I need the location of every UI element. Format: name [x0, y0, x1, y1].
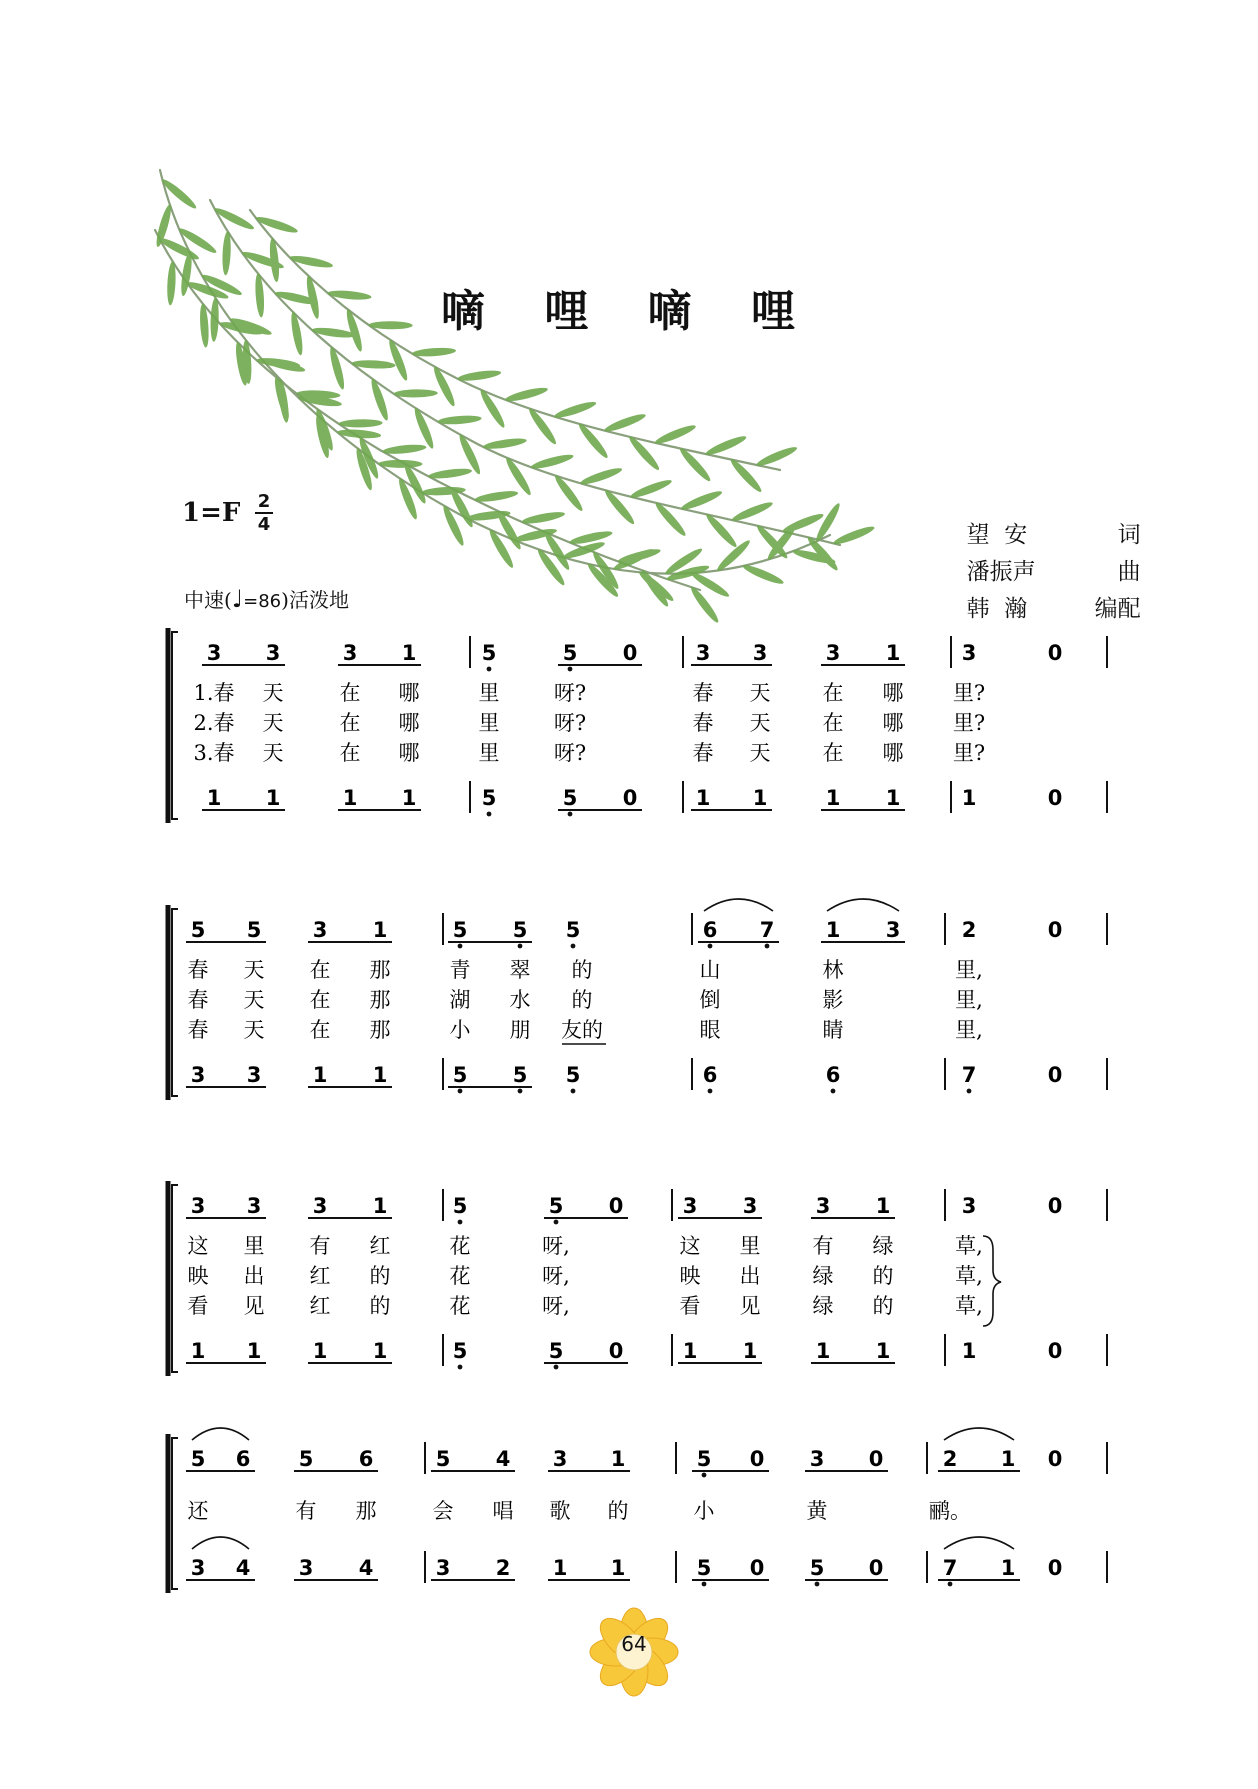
harmony-note: 3	[190, 1556, 206, 1580]
melody-note: 3	[809, 1447, 825, 1471]
verse-repeat-brace	[983, 1236, 1001, 1326]
melody-note: 0	[1047, 1194, 1063, 1218]
lyric-syllable: 1.春	[193, 681, 235, 705]
low-octave-dot	[458, 1089, 463, 1094]
lyric-syllable: 天	[243, 958, 265, 982]
harmony-note: 1	[610, 1556, 626, 1580]
harmony-note: 1	[961, 1339, 977, 1363]
lyric-syllable: 在	[339, 681, 361, 705]
melody-note: 3	[742, 1194, 758, 1218]
harmony-note: 1	[190, 1339, 206, 1363]
harmony-note: 1	[695, 786, 711, 810]
melody-note: 4	[495, 1447, 511, 1471]
harmony-note: 5	[512, 1063, 528, 1087]
harmony-note: 1	[1000, 1556, 1016, 1580]
lyric-syllable: 里?	[952, 711, 986, 735]
harmony-note: 2	[495, 1556, 511, 1580]
melody-note: 3	[342, 641, 358, 665]
lyric-syllable: 小	[449, 1018, 471, 1042]
harmony-note: 1	[312, 1063, 328, 1087]
melody-note: 1	[885, 641, 901, 665]
lyric-syllable: 的	[607, 1499, 629, 1523]
lyric-syllable: 呀,	[542, 1264, 570, 1288]
lyric-syllable: 出	[243, 1264, 265, 1288]
harmony-note: 4	[235, 1556, 251, 1580]
lyric-syllable: 哪	[882, 711, 904, 735]
harmony-note: 7	[961, 1063, 977, 1087]
lyric-syllable: 唱	[492, 1499, 514, 1523]
melody-note: 5	[562, 641, 578, 665]
harmony-note: 0	[1047, 1063, 1063, 1087]
harmony-note: 1	[552, 1556, 568, 1580]
harmony-note: 1	[742, 1339, 758, 1363]
harmony-note: 1	[265, 786, 281, 810]
lyric-syllable: 那	[369, 958, 391, 982]
melody-note: 0	[868, 1447, 884, 1471]
lyric-syllable: 的	[872, 1264, 894, 1288]
lyric-syllable: 里,	[955, 988, 983, 1012]
harmony-note: 5	[696, 1556, 712, 1580]
lyric-syllable: 绿	[872, 1234, 894, 1258]
harmony-note: 4	[358, 1556, 374, 1580]
lyric-syllable: 哪	[398, 681, 420, 705]
melody-note: 3	[961, 641, 977, 665]
melody-note: 1	[372, 1194, 388, 1218]
melody-note: 5	[696, 1447, 712, 1471]
lyric-syllable: 在	[339, 741, 361, 765]
slur-arc	[944, 1428, 1014, 1440]
lyric-syllable: 春	[692, 741, 714, 765]
melody-note: 3	[682, 1194, 698, 1218]
melody-note: 5	[512, 918, 528, 942]
melody-note: 3	[206, 641, 222, 665]
lyric-syllable: 这	[187, 1234, 209, 1258]
lyric-syllable: 在	[309, 1018, 331, 1042]
lyric-syllable: 歌	[549, 1499, 571, 1523]
lyric-syllable: 里?	[952, 681, 986, 705]
lyric-syllable: 山	[699, 958, 721, 982]
lyric-syllable: 那	[369, 988, 391, 1012]
melody-note: 5	[565, 918, 581, 942]
melody-note: 5	[548, 1194, 564, 1218]
low-octave-dot	[702, 1473, 707, 1478]
melody-note: 0	[622, 641, 638, 665]
melody-note: 5	[298, 1447, 314, 1471]
melody-note: 3	[815, 1194, 831, 1218]
melody-note: 5	[246, 918, 262, 942]
time-signature-top: 2	[257, 491, 271, 512]
lyric-syllable: 见	[739, 1294, 761, 1318]
lyric-syllable: 里	[478, 681, 500, 705]
harmony-note: 5	[452, 1339, 468, 1363]
credit-role: 编配	[1094, 596, 1141, 622]
lyric-syllable: 哪	[882, 741, 904, 765]
harmony-note: 5	[481, 786, 497, 810]
lyric-syllable: 友的	[561, 1018, 603, 1042]
slur-arc	[704, 899, 773, 911]
low-octave-dot	[458, 944, 463, 949]
lyric-syllable: 的	[369, 1294, 391, 1318]
tempo-suffix: )活泼地	[281, 588, 349, 612]
lyric-syllable: 水	[509, 988, 531, 1012]
slur-arc	[192, 1428, 249, 1440]
harmony-note: 1	[875, 1339, 891, 1363]
low-octave-dot	[765, 944, 770, 949]
lyric-syllable: 那	[355, 1499, 377, 1523]
harmony-note: 1	[372, 1339, 388, 1363]
lyric-syllable: 呀,	[542, 1294, 570, 1318]
lyric-syllable: 有	[812, 1234, 834, 1258]
harmony-note: 0	[868, 1556, 884, 1580]
harmony-note: 1	[682, 1339, 698, 1363]
harmony-note: 1	[372, 1063, 388, 1087]
melody-note: 0	[1047, 641, 1063, 665]
melody-note: 3	[246, 1194, 262, 1218]
low-octave-dot	[568, 812, 573, 817]
melody-note: 2	[961, 918, 977, 942]
harmony-note: 1	[246, 1339, 262, 1363]
lyric-syllable: 看	[679, 1294, 701, 1318]
lyric-syllable: 花	[449, 1234, 471, 1258]
low-octave-dot	[571, 1089, 576, 1094]
tempo-bpm: =86	[243, 591, 282, 612]
harmony-note: 5	[562, 786, 578, 810]
low-octave-dot	[831, 1089, 836, 1094]
credit-name: 望 安	[966, 522, 1028, 548]
melody-note: 3	[312, 918, 328, 942]
harmony-note: 1	[206, 786, 222, 810]
melody-note: 6	[702, 918, 718, 942]
melody-note: 0	[749, 1447, 765, 1471]
lyric-syllable: 呀?	[553, 681, 587, 705]
lyric-syllable: 里	[478, 741, 500, 765]
melody-note: 5	[481, 641, 497, 665]
low-octave-dot	[948, 1582, 953, 1587]
harmony-note: 1	[312, 1339, 328, 1363]
harmony-note: 3	[190, 1063, 206, 1087]
lyric-syllable: 天	[262, 711, 284, 735]
lyric-syllable: 呀?	[553, 711, 587, 735]
melody-note: 1	[372, 918, 388, 942]
low-octave-dot	[554, 1220, 559, 1225]
lyric-syllable: 会	[432, 1499, 454, 1523]
harmony-note: 3	[298, 1556, 314, 1580]
lyric-syllable: 小	[693, 1499, 715, 1523]
lyric-syllable: 绿	[812, 1294, 834, 1318]
song-title: 嘀 哩 嘀 哩	[441, 286, 817, 337]
lyric-syllable: 鹂。	[929, 1499, 971, 1523]
lyric-syllable: 哪	[398, 741, 420, 765]
lyric-syllable: 天	[749, 681, 771, 705]
lyric-syllable: 影	[822, 988, 844, 1012]
low-octave-dot	[967, 1089, 972, 1094]
credit-name: 潘振声	[966, 559, 1036, 585]
melody-note: 3	[552, 1447, 568, 1471]
melody-note: 0	[608, 1194, 624, 1218]
harmony-note: 6	[702, 1063, 718, 1087]
harmony-note: 3	[246, 1063, 262, 1087]
harmony-note: 0	[749, 1556, 765, 1580]
harmony-note: 0	[1047, 1556, 1063, 1580]
lyric-syllable: 的	[571, 988, 593, 1012]
lyric-syllable: 倒	[699, 988, 721, 1012]
lyric-syllable: 映	[187, 1264, 209, 1288]
melody-note: 3	[695, 641, 711, 665]
melody-note: 3	[265, 641, 281, 665]
lyric-syllable: 天	[749, 711, 771, 735]
lyric-syllable: 那	[369, 1018, 391, 1042]
harmony-note: 5	[548, 1339, 564, 1363]
lyric-syllable: 里,	[955, 958, 983, 982]
credit-role: 词	[1117, 522, 1141, 548]
melody-note: 5	[190, 1447, 206, 1471]
melody-note: 2	[942, 1447, 958, 1471]
quarter-note-icon: ♩	[231, 585, 244, 613]
harmony-note: 0	[608, 1339, 624, 1363]
lyric-syllable: 里	[739, 1234, 761, 1258]
lyric-syllable: 3.春	[193, 741, 235, 765]
lyric-syllable: 在	[309, 988, 331, 1012]
low-octave-dot	[518, 944, 523, 949]
lyric-syllable: 天	[749, 741, 771, 765]
harmony-note: 5	[452, 1063, 468, 1087]
lyric-syllable: 睛	[822, 1018, 844, 1042]
lyric-syllable: 天	[262, 741, 284, 765]
harmony-note: 1	[961, 786, 977, 810]
lyric-syllable: 草,	[955, 1234, 983, 1258]
lyric-syllable: 出	[739, 1264, 761, 1288]
lyric-syllable: 里	[478, 711, 500, 735]
melody-note: 1	[610, 1447, 626, 1471]
harmony-note: 7	[942, 1556, 958, 1580]
lyric-syllable: 的	[872, 1294, 894, 1318]
harmony-note: 3	[435, 1556, 451, 1580]
lyric-syllable: 春	[187, 988, 209, 1012]
lyric-syllable: 呀,	[542, 1234, 570, 1258]
lyric-syllable: 草,	[955, 1294, 983, 1318]
lyric-syllable: 春	[692, 681, 714, 705]
lyric-syllable: 绿	[812, 1264, 834, 1288]
lyric-syllable: 2.春	[193, 711, 235, 735]
lyric-syllable: 翠	[509, 958, 531, 982]
lyric-syllable: 还	[187, 1499, 209, 1523]
lyric-syllable: 红	[369, 1234, 391, 1258]
lyric-syllable: 湖	[449, 988, 471, 1012]
slur-arc	[827, 899, 899, 911]
credit-name: 韩 瀚	[966, 596, 1028, 622]
harmony-note: 1	[825, 786, 841, 810]
slur-arc	[944, 1537, 1014, 1549]
harmony-note: 5	[565, 1063, 581, 1087]
lyric-syllable: 有	[295, 1499, 317, 1523]
harmony-note: 5	[809, 1556, 825, 1580]
low-octave-dot	[554, 1365, 559, 1370]
melody-note: 1	[825, 918, 841, 942]
lyric-syllable: 在	[822, 741, 844, 765]
melody-note: 3	[312, 1194, 328, 1218]
lyric-syllable: 天	[243, 1018, 265, 1042]
lyric-syllable: 哪	[882, 681, 904, 705]
lyric-syllable: 在	[309, 958, 331, 982]
lyric-syllable: 红	[309, 1294, 331, 1318]
lyric-syllable: 有	[309, 1234, 331, 1258]
melody-note: 6	[235, 1447, 251, 1471]
melody-note: 1	[875, 1194, 891, 1218]
system-bracket	[172, 1438, 178, 1589]
lyric-syllable: 朋	[509, 1018, 531, 1042]
time-signature-bottom: 4	[257, 514, 271, 535]
melody-note: 1	[1000, 1447, 1016, 1471]
melody-note: 3	[752, 641, 768, 665]
melody-note: 5	[190, 918, 206, 942]
melody-note: 0	[1047, 918, 1063, 942]
harmony-note: 1	[342, 786, 358, 810]
low-octave-dot	[487, 812, 492, 817]
melody-note: 3	[825, 641, 841, 665]
lyric-syllable: 里?	[952, 741, 986, 765]
low-octave-dot	[702, 1582, 707, 1587]
harmony-note: 1	[752, 786, 768, 810]
low-octave-dot	[458, 1220, 463, 1225]
melody-note: 0	[1047, 1447, 1063, 1471]
harmony-note: 6	[825, 1063, 841, 1087]
credit-role: 曲	[1117, 559, 1141, 585]
lyric-syllable: 在	[822, 681, 844, 705]
harmony-note: 1	[815, 1339, 831, 1363]
low-octave-dot	[571, 944, 576, 949]
melody-note: 3	[190, 1194, 206, 1218]
lyric-syllable: 草,	[955, 1264, 983, 1288]
lyric-syllable: 天	[262, 681, 284, 705]
melody-note: 5	[452, 918, 468, 942]
lyric-syllable: 哪	[398, 711, 420, 735]
harmony-note: 1	[401, 786, 417, 810]
lyric-syllable: 在	[339, 711, 361, 735]
lyric-syllable: 红	[309, 1264, 331, 1288]
lyric-syllable: 看	[187, 1294, 209, 1318]
lyric-syllable: 这	[679, 1234, 701, 1258]
page-number: 64	[621, 1632, 647, 1656]
harmony-note: 1	[885, 786, 901, 810]
melody-note: 1	[401, 641, 417, 665]
system-bracket	[172, 1185, 178, 1372]
harmony-note: 0	[622, 786, 638, 810]
low-octave-dot	[708, 944, 713, 949]
lyric-syllable: 见	[243, 1294, 265, 1318]
lyric-syllable: 里,	[955, 1018, 983, 1042]
tempo-prefix: 中速(	[184, 588, 232, 612]
melody-note: 3	[885, 918, 901, 942]
lyric-syllable: 的	[571, 958, 593, 982]
lyric-syllable: 花	[449, 1294, 471, 1318]
melody-note: 5	[435, 1447, 451, 1471]
system-bracket	[172, 909, 178, 1096]
lyric-syllable: 映	[679, 1264, 701, 1288]
melody-note: 7	[759, 918, 775, 942]
low-octave-dot	[568, 667, 573, 672]
low-octave-dot	[487, 667, 492, 672]
lyric-syllable: 春	[187, 1018, 209, 1042]
low-octave-dot	[518, 1089, 523, 1094]
low-octave-dot	[708, 1089, 713, 1094]
key-signature: 1=F	[182, 498, 241, 528]
low-octave-dot	[458, 1365, 463, 1370]
low-octave-dot	[815, 1582, 820, 1587]
lyric-syllable: 花	[449, 1264, 471, 1288]
slur-arc	[192, 1537, 249, 1549]
lyric-syllable: 林	[822, 958, 844, 982]
lyric-syllable: 在	[822, 711, 844, 735]
lyric-syllable: 黄	[806, 1499, 828, 1523]
melody-note: 3	[961, 1194, 977, 1218]
lyric-syllable: 呀?	[553, 741, 587, 765]
lyric-syllable: 青	[449, 958, 471, 982]
lyric-syllable: 春	[692, 711, 714, 735]
lyric-syllable: 眼	[699, 1018, 721, 1042]
lyric-syllable: 天	[243, 988, 265, 1012]
melody-note: 6	[358, 1447, 374, 1471]
melody-note: 5	[452, 1194, 468, 1218]
harmony-note: 0	[1047, 786, 1063, 810]
lyric-syllable: 春	[187, 958, 209, 982]
system-bracket	[172, 632, 178, 819]
lyric-syllable: 里	[243, 1234, 265, 1258]
lyric-syllable: 的	[369, 1264, 391, 1288]
harmony-note: 0	[1047, 1339, 1063, 1363]
